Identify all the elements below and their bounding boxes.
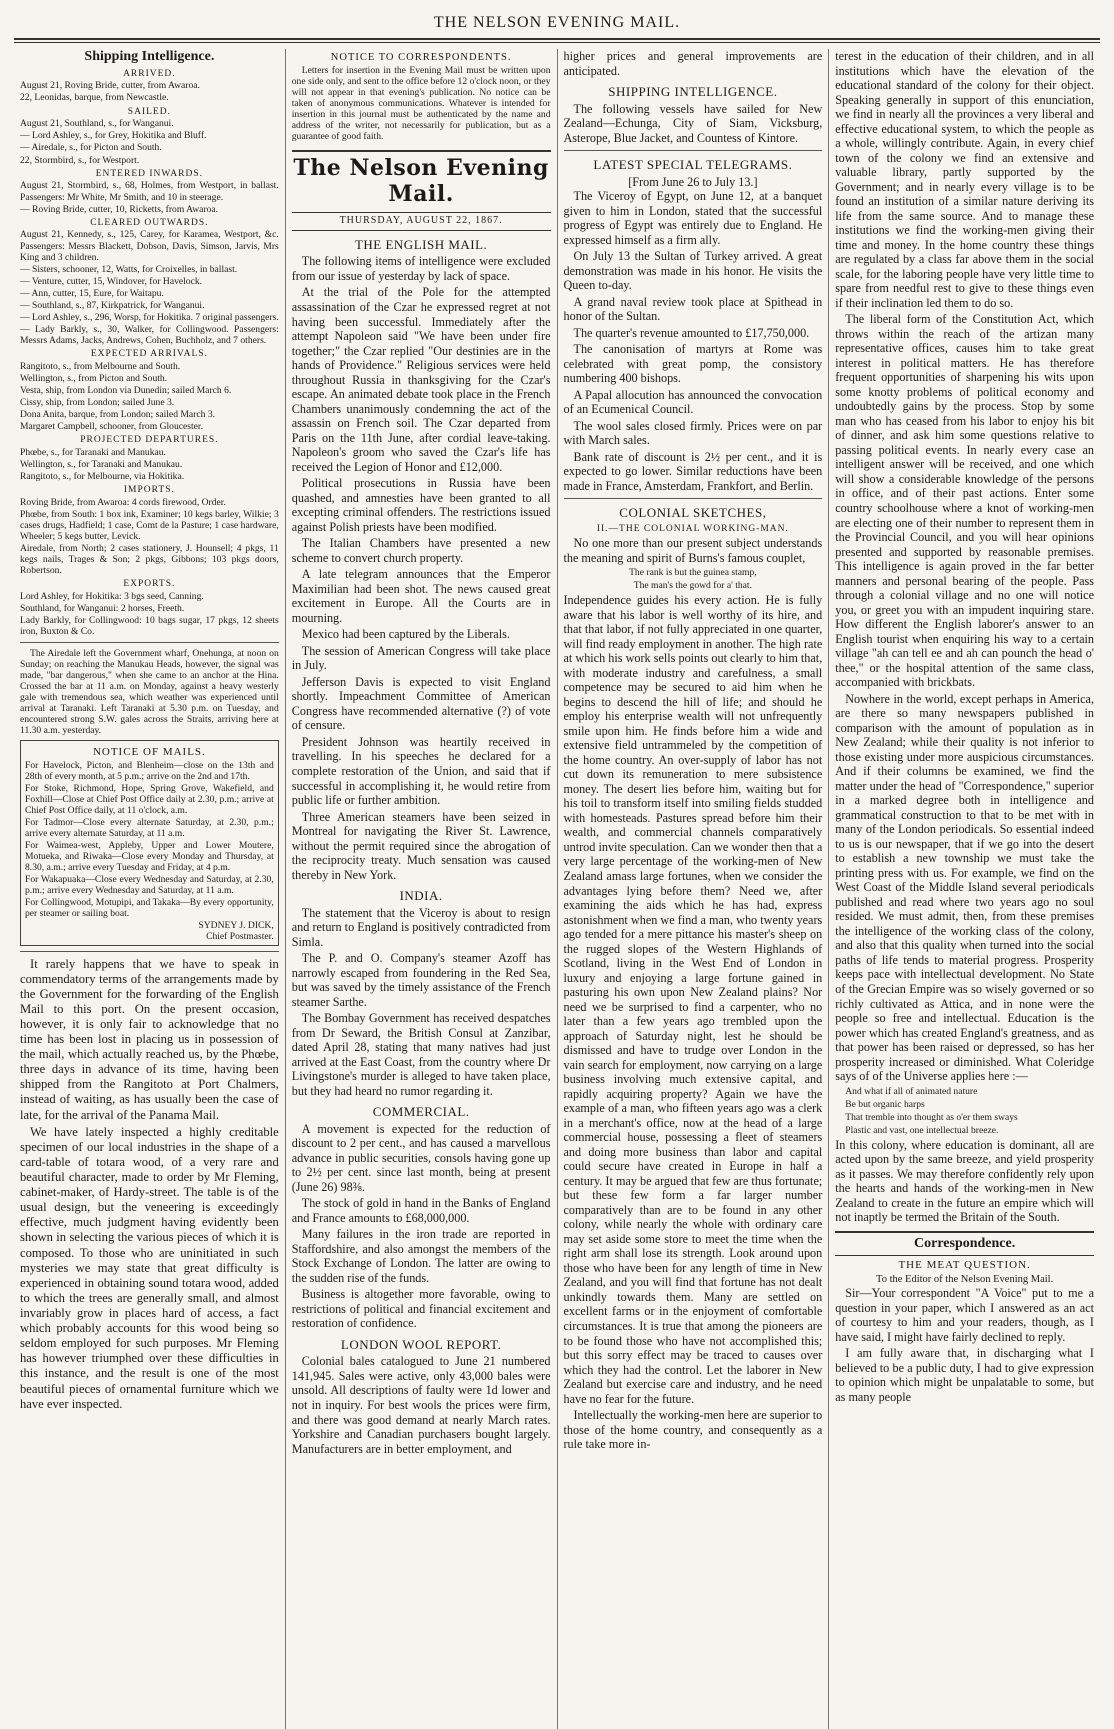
india-heading: INDIA. bbox=[399, 888, 443, 904]
continued-paragraph: higher prices and general improvements are anticipated. bbox=[563, 49, 823, 78]
poem-line: That tremble into thought as o'er them sways bbox=[845, 1111, 1018, 1123]
sailed-item: — Lord Ashley, s., for Grey, Hokitika and Bluff. bbox=[20, 130, 207, 142]
news-paragraph: The stock of gold in hand in the Banks of England and France amounts to £68,000,000. bbox=[291, 1196, 551, 1225]
column-4 bbox=[829, 49, 1100, 1729]
notice-text: Letters for insertion in the Evening Mail must be written upon one side only, and sent to the office before 12 o'clock noon, or they will not appear in that evening's publication. No notice can be taken of anonymous communications. Whatever is intended for insertion in this journal must be authenticated by the name and address of the writer, not necessarily for publication, but as a guarantee of good faith. bbox=[291, 65, 551, 143]
meat-question-heading: THE MEAT QUESTION. bbox=[898, 1259, 1031, 1272]
shipping-intelligence-heading: Shipping Intelligence. bbox=[84, 49, 215, 64]
imports-item: Roving Bride, from Awaroa: 4 cords firewood, Order. bbox=[20, 496, 226, 508]
expected-item: Vesta, ship, from London via Dunedin; sailed March 6. bbox=[20, 384, 232, 396]
expected-heading: EXPECTED ARRIVALS. bbox=[90, 348, 208, 359]
cleared-item: — Lady Barkly, s., 30, Walker, for Collingwood. Passengers: Messrs Adams, Jacks, Andrews, Cohen, Buchholz, and 7 others. bbox=[20, 323, 279, 346]
expected-item: Wellington, s., from Picton and South. bbox=[20, 372, 168, 384]
projected-item: Rangitoto, s., for Melbourne, via Hokitika. bbox=[20, 470, 185, 482]
exports-heading: EXPORTS. bbox=[123, 579, 176, 590]
news-paragraph: Many failures in the iron trade are reported in Staffordshire, and also amongst the members of the Stock Exchange of London. The latter are owing to the sudden rise of the funds. bbox=[291, 1227, 551, 1285]
poem-line: Be but organic harps bbox=[845, 1098, 925, 1110]
news-paragraph: Independence guides his every action. He is fully aware that his labor is well worthy of its hire, and that that labor, if not fully appreciated in one quarter, will find ready employment in another. The high rate at which his work sells points out clearly to him that, with moderate industry and carefulness, a small competence may be secured to aid him when he begins to descend the hill of life; and should he employ his enterprise wealth will not unfrequently smile upon him. He finds before him a wide and extensive field untrammeled by the competition of the home country. An over-supply of labor has not cut down its remuneration to mere subsistence money. The desert lies before him, waiting but for his toil to transform itself into smiling fields studded with homesteads. Pastures spread before him their wealth, and commercial channels comparatively untrod invite speculation. Can we wonder then that a very large percentage of the working-men of New Zealand amass large fortunes, when we consider the advantages lying before them? Need we, after examining the aids which he has had, express astonishment when we find a man, who twenty years ago tended for a mere pittance his master's sheep on the rugged slopes of the Western Highlands of Scotland, living in the West End of London in luxury and enjoying a large fortune gained in pasturing his own upon New Zealand plains? Nor need we be surprised to find a carpenter, who no later than a few years ago trembled upon the approach of Saturday night, lest he should be dismissed and have to trudge over London in the vain search for employment, now carrying on a large business involving much extensive capital, and rapidly acquiring property? Again we have the example of a man, who fifteen years ago was a clerk in a merchant's office, now at the head of a large commercial house, possessing a fleet of steamers and doing more business than labor and capital could secure have created in Europe in half a century. It may be argued that few are thus fortunate; but these few form a far larger number comparatively than are to be found in any other colony, while nearly the whole with ordinary care may set aside some store to meet the time when the right arm shall lose its strength. Look around upon those who have been for any length of time in New Zealand, and you will find that fortune has not dealt unkindly towards them. Many are settled on excellent farms or in the enjoyment of comfortable circumstances. It is true that among the pioneers are to be found those who have not accomplished this; but this sorry effect may be traced to causes over which they had the control. Let the laborer in New Zealand but exercise care and industry, and he need have no fear for the future. bbox=[563, 593, 823, 1406]
notice-to-correspondents bbox=[292, 52, 551, 142]
divider bbox=[20, 951, 279, 952]
colonial-sketches-subheading: II.—THE COLONIAL WORKING-MAN. bbox=[596, 523, 789, 534]
news-paragraph: Nowhere in the world, except perhaps in America, are there so many newspapers published in comparison with the amount of population as in New Zealand; while their quality is not inferior to those existing under more auspicious circumstances. And if their columns be examined, we find the matter under the head of "Correspondence," superior in a marked degree both in intelligence and grammatical construction to that to be met with in many of the London periodicals. So essential indeed to us is our newspaper, that if we go into the desert to establish a new township we must take the printing press with us. For example, we find on the West Coast of the Middle Island several periodicals published and read where two years ago no soul resided. We must admit, then, from these premises the intelligence of the working class of the colony, and also that this quality when turned into the social paths of life tends to material progress. Prosperity keeps pace with intellectual development. No State of the Grecian Empire was so wisely governed or so richly cultivated as Attica, and in none were the people so free and intellectual. Education is the power which has created England's greatness, and as that power has been raised or depressed, so has her prosperity increased or diminished. What Coleridge says of of the Universe applies here :— bbox=[835, 691, 1094, 1084]
news-paragraph: The following vessels have sailed for New Zealand—Echunga, City of Siam, Vicksburg, Asterope, Blue Jacket, and Countess of Kintore. bbox=[563, 101, 823, 145]
projected-item: Phœbe, s., for Taranaki and Manukau. bbox=[20, 446, 166, 458]
divider bbox=[564, 150, 823, 151]
news-paragraph: A movement is expected for the reduction of discount to 2 per cent., and has caused a marvellous advance in public securities, consols having gone up to 2½ per cent. since last month, being at present (June 26) 98⅜. bbox=[291, 1121, 551, 1194]
news-section bbox=[292, 237, 551, 1456]
expected-item: Margaret Campbell, schooner, from Gloucester. bbox=[20, 420, 203, 432]
masthead-rule bbox=[14, 42, 1100, 43]
sailed-item: 22, Stormbird, s., for Westport. bbox=[20, 154, 140, 166]
mails-notice-box bbox=[20, 740, 279, 945]
column-2 bbox=[286, 49, 558, 1729]
mail-item: For Stoke, Richmond, Hope, Spring Grove, Wakefield, and Foxhill—Close at Chief Post Office daily at 2.30, p.m.; arrive at Chief Post Office daily, at 11 o'clock, a.m. bbox=[25, 783, 274, 817]
arrived-heading: ARRIVED. bbox=[123, 68, 176, 79]
news-paragraph: President Johnson was heartily received in travelling. In his speeches he declared for a complete restoration of the Union, and said that if successful in accomplishing it, he would retire from public life or further ambition. bbox=[291, 734, 551, 808]
cleared-heading: CLEARED OUTWARDS. bbox=[90, 217, 209, 228]
couplet-line: The rank is but the guinea stamp, bbox=[629, 567, 757, 579]
shipping-intelligence-heading-2: SHIPPING INTELLIGENCE. bbox=[608, 84, 778, 100]
news-paragraph: A Papal allocution has announced the convocation of an Ecumenical Council. bbox=[563, 387, 823, 417]
news-paragraph: Mexico had been captured by the Liberals. bbox=[301, 627, 510, 642]
imports-heading: IMPORTS. bbox=[123, 484, 175, 495]
expected-item: Dona Anita, barque, from London; sailed March 3. bbox=[20, 408, 216, 420]
issue-date: THURSDAY, AUGUST 22, 1867. bbox=[292, 215, 551, 231]
news-paragraph: Bank rate of discount is 2½ per cent., and it is expected to go lower. Similar reductions have been made in France, Amsterdam, Frankfort, and Berlin. bbox=[563, 449, 823, 493]
columns bbox=[14, 49, 1100, 1729]
mail-item: For Havelock, Picton, and Blenheim—close on the 13th and 28th of every month, at 5 p.m.; arrive on the 2nd and 17th. bbox=[25, 760, 274, 783]
correspondence-heading: Correspondence. bbox=[835, 1231, 1094, 1257]
news-paragraph: The wool sales closed firmly. Prices were on par with March sales. bbox=[563, 418, 823, 448]
mail-item: For Wakapuaka—Close every Wednesday and Saturday, at 2.30, p.m.; arrive every Wednesday and Saturday, at 11 a.m. bbox=[25, 874, 274, 897]
poem-line: Plastic and vast, one intellectual breeze. bbox=[845, 1124, 999, 1136]
cleared-item: — Southland, s., 87, Kirkpatrick, for Wanganui. bbox=[20, 299, 205, 311]
entered-item: August 21, Stormbird, s., 68, Holmes, from Westport, in ballast. Passengers: Mr White, Mr Smith, and 10 in steerage. bbox=[20, 180, 279, 203]
projected-item: Wellington, s., for Taranaki and Manukau. bbox=[20, 458, 183, 470]
letter-addressee: To the Editor of the Nelson Evening Mail. bbox=[876, 1273, 1054, 1285]
poem-line: And what if all of animated nature bbox=[845, 1085, 978, 1097]
cleared-item: — Sisters, schooner, 12, Watts, for Croixelles, in ballast. bbox=[20, 263, 238, 275]
letter-paragraph: I am fully aware that, in discharging what I believed to be a public duty, I had to give expression to opinion which might be unpalatable to some, but as many people bbox=[835, 1346, 1094, 1404]
news-paragraph: Business is altogether more favorable, owing to restrictions of political and financial excitement and restoration of confidence. bbox=[291, 1287, 551, 1331]
continued-paragraph: terest in the education of their children, and in all institutions which have the elevation of the educational standard of the colony for their object. Speaking generally in support of this enunciation, we find in nearly all the provinces a very liberal and effective educational system, to which the people as a whole, willingly contribute. Again, in every chief town of the colony we find an extensive and valuable library, partly supported by the Government; and in nearly every village is to be found an institution of a similar nature deriving its life from the same source. And to manage these institutions we find the working-men giving their time and money. In the home country these things are regulated by a class far above them in the social scale, for the laboring people have very little time to spare from needful rest to give to these things even if their inclination led them to do so. bbox=[835, 49, 1094, 310]
mails-signature-name: SYDNEY J. DICK, bbox=[198, 920, 274, 932]
news-paragraph: The statement that the Viceroy is about to resign and return to England is positively contradicted from Simla. bbox=[291, 905, 551, 949]
exports-item: Lord Ashley, for Hokitika: 3 bgs seed, Canning. bbox=[20, 590, 204, 602]
letter-paragraph: Sir—Your correspondent "A Voice" put to me a question in your paper, which I answered as an act of courtesy to him and your readers, though, as I have said, I might have fairly declined to reply. bbox=[835, 1286, 1094, 1344]
airedale-paragraph: The Airedale left the Government wharf, Onehunga, at noon on Sunday; on reaching the Manukau Heads, however, the signal was made, "bar dangerous," when she came to an anchor at the Hina. Crossed the bar at 11 a.m. on Monday, against a heavy westerly gale with tremendous sea, which weather was experienced until arrival at Taranaki. Left Taranaki at 5.30 p.m. on Tuesday, and encountered strong S.W. gales across the Straits, arriving here at 11.30 a.m. yesterday. bbox=[20, 648, 279, 737]
imports-item: Phœbe, from South: 1 box ink, Examiner; 10 kegs barley, Wilkie; 3 cases drugs, Hadfield; 1 case, Comt de la Pasture; 1 case hardware, Wheeler; 5 kegs butter, Levick. bbox=[20, 508, 279, 542]
entered-item: — Roving Bride, cutter, 10, Ricketts, from Awaroa. bbox=[20, 203, 219, 215]
entered-heading: ENTERED INWARDS. bbox=[95, 168, 204, 179]
expected-item: Cissy, ship, from London; sailed June 3. bbox=[20, 396, 175, 408]
projected-heading: PROJECTED DEPARTURES. bbox=[80, 434, 219, 445]
news-paragraph: Political prosecutions in Russia have been quashed, and amnesties have been granted to all excepting criminal offenders. The restrictions issued against Polish priests have been modified. bbox=[291, 476, 551, 534]
divider bbox=[20, 642, 279, 643]
english-mail-heading: THE ENGLISH MAIL. bbox=[354, 236, 488, 252]
mail-item: For Collingwood, Motupipi, and Takaka—By every opportunity, per steamer or sailing boat. bbox=[25, 897, 274, 920]
mails-signature-title: Chief Postmaster. bbox=[206, 931, 274, 943]
imports-item: Airedale, from North; 2 cases stationery, J. Hounsell; 4 pkgs, 11 kegs nails, Trages & Son; 2 pkgs, Gibbons; 103 pkgs doors, Robertson. bbox=[20, 542, 279, 577]
news-paragraph: The Italian Chambers have presented a new scheme to convert church property. bbox=[291, 536, 551, 565]
cleared-item: — Venture, cutter, 15, Windover, for Havelock. bbox=[20, 275, 203, 287]
news-paragraph: The Bombay Government has received despatches from Dr Seward, the British Consul at Zanzibar, dated April 28, stating that many natives had just arrived at the East Coast, from the country where Dr Livingstone's murder is alleged to have taken place, but they had heard no rumor regarding it. bbox=[291, 1011, 551, 1098]
sailed-item: August 21, Southland, s., for Wanganui. bbox=[20, 118, 174, 130]
editorial-paragraph: It rarely happens that we have to speak in commendatory terms of the arrangements made by the Government for the forwarding of the English Mail to this port. On the present occasion, however, it is only fair to acknowledge that no time has been lost in placing us in possession of the mail, which actually reached us, by the Phœbe, three days in advance of its time, having been shipped from the Rangitoto at Port Chalmers, instead of waiting, as has usually been the case of late, for the arrival of the Panama Mail. bbox=[20, 956, 279, 1122]
news-paragraph: A grand naval review took place at Spithead in honor of the Sultan. bbox=[563, 294, 823, 324]
cleared-item: August 21, Kennedy, s., 125, Carey, for Karamea, Westport, &c. Passengers: Messrs Blackett, Dobson, Davis, Simson, Jarvis, Mrs King and 3 children. bbox=[20, 229, 279, 263]
masthead-title: THE NELSON EVENING MAIL. bbox=[14, 14, 1100, 40]
couplet-line: The man's the gowd for a' that. bbox=[633, 580, 753, 592]
cleared-item: — Lord Ashley, s., 296, Worsp, for Hokitika. 7 original passengers. bbox=[20, 311, 279, 323]
commercial-heading: COMMERCIAL. bbox=[372, 1104, 470, 1120]
nameplate-banner: The Nelson Evening Mail. bbox=[292, 150, 551, 213]
news-paragraph: At the trial of the Pole for the attempted assassination of the Czar he expressed regret at not having been successful. Immediately after the attempt Napoleon said "We have been under fire together;" the Czar replied "Our destinies are in the hands of Providence." Religious services were held throughout Russia in thanksgiving for the Czar's escape. An animated debate took place in the French Chambers unanimously condemning the act of the assassin on French soil. The Czar departed from Paris on the 11th June, after cordial leave-taking. Napoleon's groom who saved the Czar's life has received the Legion of Honor and £12,000. bbox=[291, 285, 551, 474]
news-paragraph: Intellectually the working-men here are superior to those of the home country, and consequently as a rule take more in- bbox=[563, 1408, 823, 1452]
shipping-lists bbox=[20, 69, 279, 737]
column-1 bbox=[14, 49, 286, 1729]
news-paragraph: The canonisation of martyrs at Rome was celebrated with great pomp, the consistory numbering 400 bishops. bbox=[563, 342, 823, 386]
mail-item: For Waimea-west, Appleby, Upper and Lower Moutere, Motueka, and Riwaka—Close every Monday and Thursday, at 8.30, a.m.; arrive every Tuesday and Friday, at 4 p.m. bbox=[25, 840, 274, 874]
cleared-item: — Ann, cutter, 15, Eure, for Waitapu. bbox=[20, 287, 164, 299]
news-paragraph: A late telegram announces that the Emperor Maximilian had been shot. The news caused great excitement in Europe. All the Courts are in mourning. bbox=[291, 567, 551, 625]
exports-item: Southland, for Wanganui: 2 horses, Freeth. bbox=[20, 603, 185, 615]
editorial-section bbox=[20, 957, 279, 1412]
news-paragraph: On July 13 the Sultan of Turkey arrived. A great demonstration was made in his honor. He visits the Queen to-day. bbox=[563, 249, 823, 293]
news-paragraph: Colonial bales catalogued to June 21 numbered 141,945. Sales were active, only 43,000 bales were unsold. All descriptions of faulty were 1d lower and not in inquiry. For best wools the prices were firm, and there was good demand at nearly March rates. Yorkshire and Canadian purchasers bought largely. Manufacturers are in better employment, and bbox=[291, 1354, 551, 1456]
telegrams-heading: LATEST SPECIAL TELEGRAMS. bbox=[593, 157, 793, 173]
news-paragraph: Jefferson Davis is expected to visit England shortly. Impeachment Committee of American Congress have recommended alternative (?) of vote of censure. bbox=[291, 674, 551, 733]
arrived-item: August 21, Roving Bride, cutter, from Awaroa. bbox=[20, 80, 200, 92]
news-paragraph: The Viceroy of Egypt, on June 12, at a banquet given to him in London, stated that the successful progress of Egypt was entirely due to England. He expressed himself as a firm ally. bbox=[563, 189, 823, 247]
sailed-heading: SAILED. bbox=[127, 106, 171, 117]
divider bbox=[564, 498, 823, 499]
telegrams-dates: [From June 26 to July 13.] bbox=[628, 174, 758, 189]
news-paragraph: No one more than our present subject understands the meaning and spirit of Burns's famous couplet, bbox=[563, 536, 823, 565]
wool-report-heading: LONDON WOOL REPORT. bbox=[340, 1336, 502, 1352]
exports-item: Lady Barkly, for Collingwood: 10 bags sugar, 17 pkgs, 12 sheets iron, Buxton & Co. bbox=[20, 615, 279, 638]
notice-heading: NOTICE TO CORRESPONDENTS. bbox=[330, 52, 512, 63]
news-paragraph: The liberal form of the Constitution Act, which throws within the reach of the artizan many representative offices, causes him to take great interest in political matters. He has therefore frequent opportunities of sharpening his wits upon some knotty problems of political economy and undoubtedly gains by the process. Stop by some man who has ceased from his labor to enjoy his bit of dinner, and ask him some questions relative to passing political events. In nearly every case an intelligent answer will be received, and one which will show a considerable knowledge of the persons in office, and of their past actions. Enter some country schoolhouse where a knot of working-men are electing one of their number to represent them in the Provincial Council, and you will hear opinions presented and supported by reasonable premises. This intelligence is again proved in the far better manners and personal bearing of the people. Pass through a colonial village and no one will notice you, or greet you with an impudent inquiring stare. How different the English laborer's answer to an English tourist when enquiring his way to a certain village "ah can tell ee and ah can pounch the head o' thee," or the hospital attention of the same class, accompanied with brickbats. bbox=[835, 312, 1094, 690]
news-paragraph: Three American steamers have been seized in Montreal for navigating the River St. Lawrence, without the permit required since the abrogation of the reciprocity treaty. Much sensation was caused thereby in New York. bbox=[291, 809, 551, 882]
arrived-item: 22, Leonidas, barque, from Newcastle. bbox=[20, 92, 169, 104]
mail-item: For Tadmor—Close every alternate Saturday, at 2.30, p.m.; arrive every alternate Saturday, at 11 a.m. bbox=[25, 817, 274, 840]
news-paragraph: The P. and O. Company's steamer Azoff has narrowly escaped from foundering in the Red Sea, but was saved by the timely assistance of the French steamer Sarthe. bbox=[291, 951, 551, 1009]
sailed-item: — Airedale, s., for Picton and South. bbox=[20, 142, 162, 154]
news-paragraph: The following items of intelligence were excluded from our issue of yesterday by lack of space. bbox=[291, 254, 551, 283]
expected-item: Rangitoto, s., from Melbourne and South. bbox=[20, 360, 181, 372]
mails-notice-heading: NOTICE OF MAILS. bbox=[92, 746, 206, 759]
news-paragraph: The session of American Congress will take place in July. bbox=[291, 643, 551, 673]
colonial-sketches-heading: COLONIAL SKETCHES, bbox=[619, 505, 767, 521]
news-paragraph: The quarter's revenue amounted to £17,750,000. bbox=[573, 325, 810, 340]
news-paragraph: In this colony, where education is dominant, all are acted upon by the same breeze, and yield prosperity as it passes. We may therefore confidently rely upon the hearts and hands of the working-men in New Zealand to create in the future an empire which will not inaptly be termed the Britain of the South. bbox=[835, 1137, 1094, 1225]
column-3 bbox=[558, 49, 830, 1729]
editorial-paragraph: We have lately inspected a highly creditable specimen of our local industries in the shape of a card-table of totara wood, of a very rare and beautiful character, made to order by Mr Fleming, cabinet-maker, of Hardy-street. The table is of the usual design, but the veneering is exceedingly effective, much judgment having evidently been shown in selecting the various pieces of which it is composed. To those who are uninitiated in such mysteries we may state that great difficulty is experienced in obtaining sound totara wood, added to which the trees are generally small, and almost invariably grow in places hard of access, a fact which probably accounts for this wood being so seldom employed for such purposes. Mr Fleming has however triumphed over these difficulties in this instance, and the result is one of the most beautiful pieces of ornamental furniture which we have ever inspected. bbox=[20, 1124, 279, 1411]
